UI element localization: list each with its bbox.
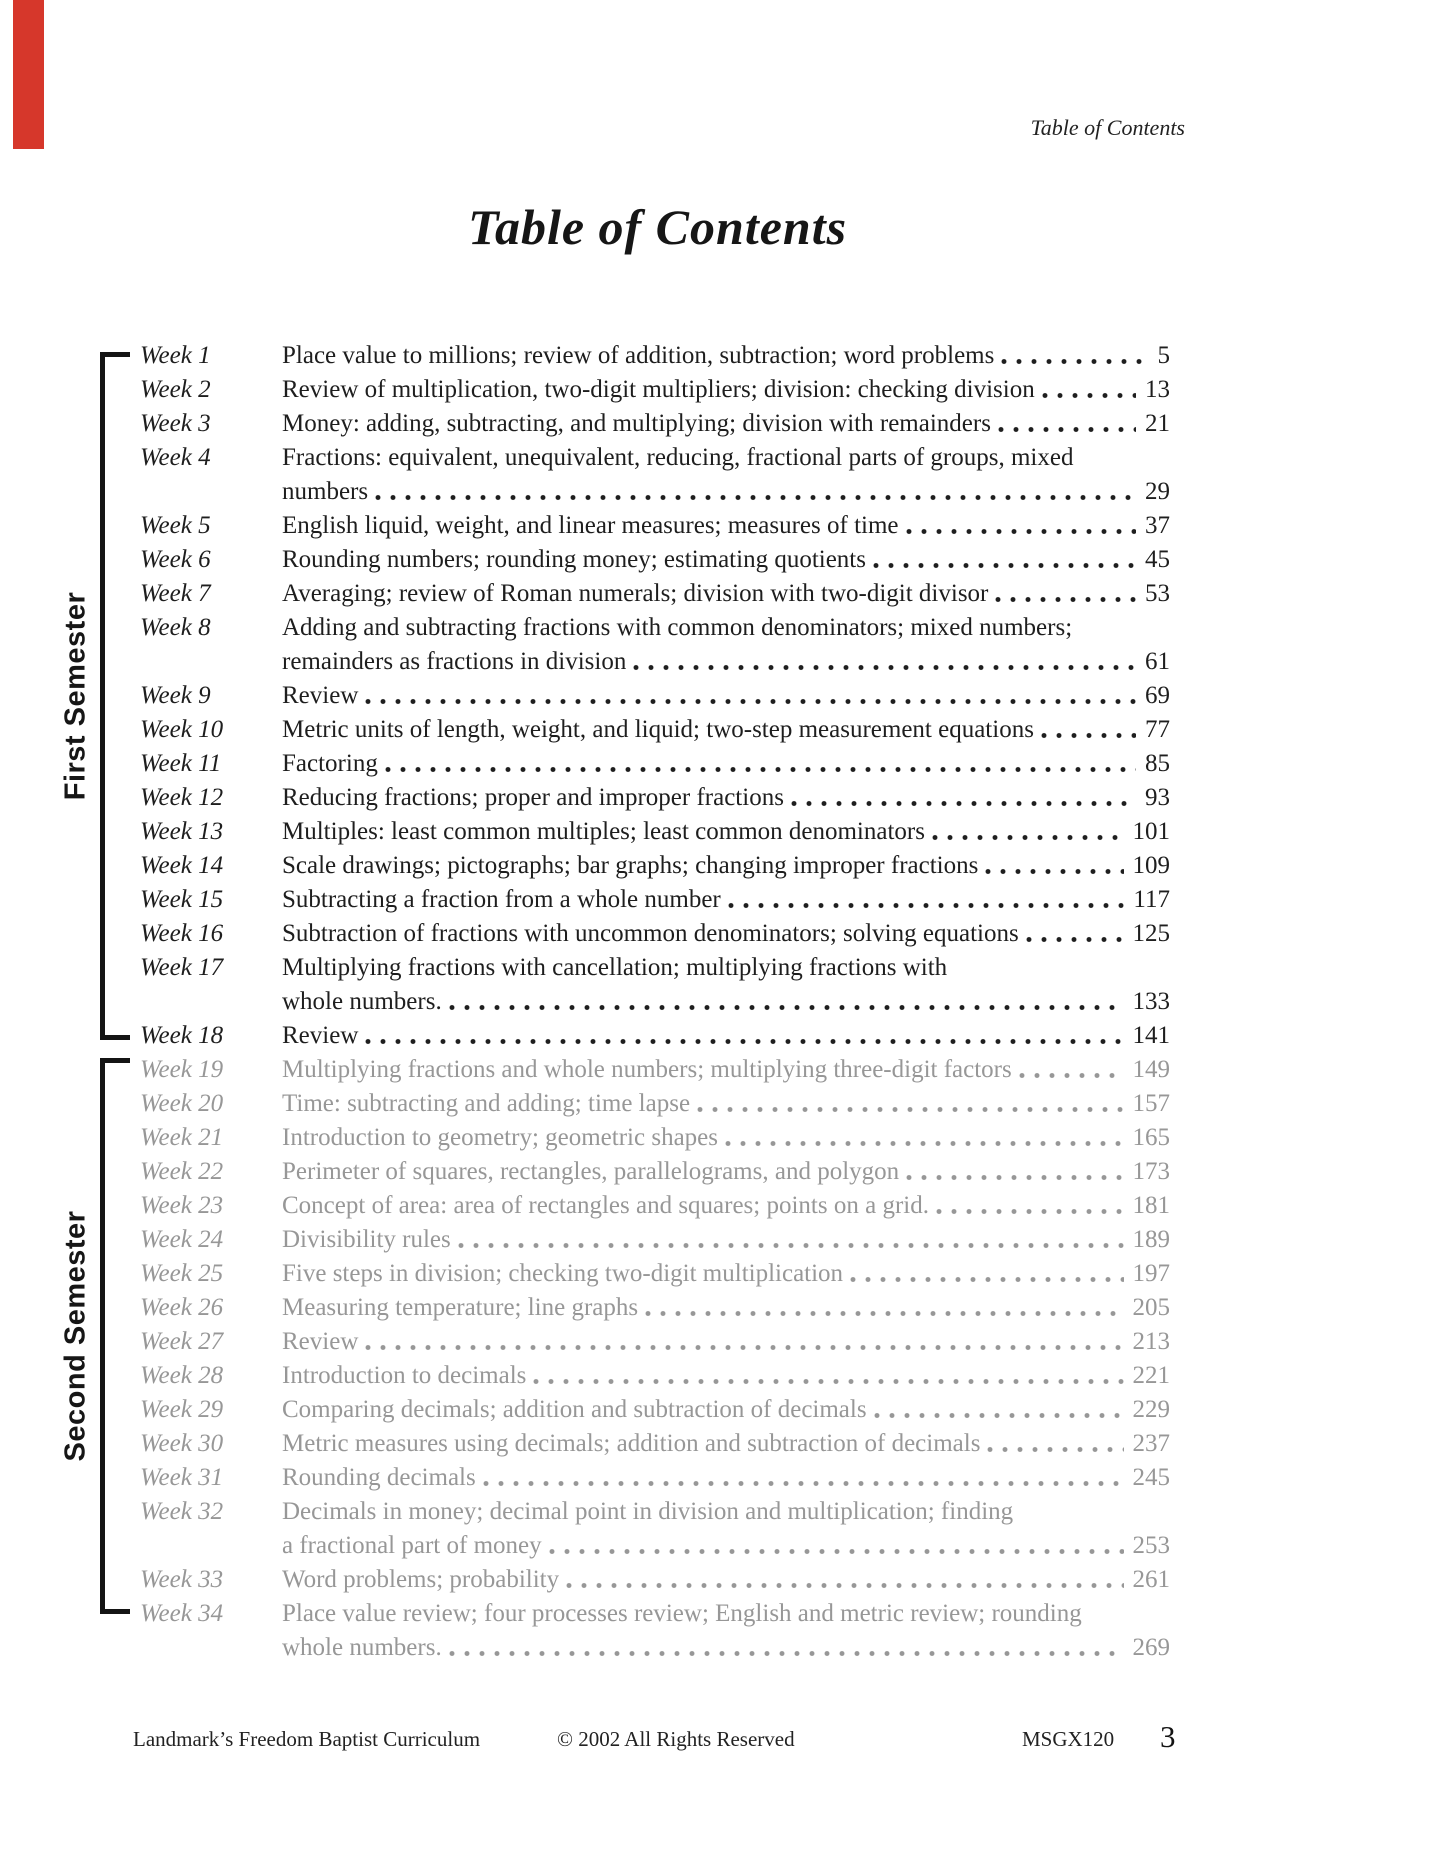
toc-row <box>140 815 1170 849</box>
toc-row <box>140 1189 1170 1223</box>
dot-leader <box>728 901 1125 910</box>
dot-leader <box>987 1445 1123 1454</box>
week-label: Week 21 <box>140 1124 224 1151</box>
toc-row <box>140 1291 1170 1325</box>
week-label: Week 34 <box>140 1600 224 1627</box>
dot-leader <box>1041 731 1136 740</box>
page-number: 173 <box>1132 1158 1170 1185</box>
toc-row <box>140 543 1170 577</box>
footer-copyright: © 2002 All Rights Reserved <box>557 1727 795 1751</box>
week-label: Week 31 <box>140 1464 224 1491</box>
bracket-tick <box>100 1058 130 1063</box>
entry-text: Averaging; review of Roman numerals; division with two-digit divisor <box>282 580 989 607</box>
entry-text: Introduction to decimals <box>282 1362 527 1389</box>
entry-text: Word problems; probability <box>282 1566 560 1593</box>
entry-text: Time: subtracting and adding; time lapse <box>282 1090 691 1117</box>
page-number: 269 <box>1132 1634 1170 1661</box>
week-label: Week 17 <box>140 954 224 981</box>
page-number: 197 <box>1132 1260 1170 1287</box>
page-number: 261 <box>1132 1566 1170 1593</box>
page-number: 165 <box>1132 1124 1170 1151</box>
week-label: Week 1 <box>140 342 211 369</box>
red-edge-mark <box>13 0 44 149</box>
page-number: 213 <box>1132 1328 1170 1355</box>
toc-row <box>140 1563 1170 1597</box>
toc-row <box>140 679 1170 713</box>
dot-leader <box>932 833 1124 842</box>
week-label: Week 30 <box>140 1430 224 1457</box>
page-number: 37 <box>1145 512 1170 539</box>
week-label: Week 28 <box>140 1362 224 1389</box>
page-number: 141 <box>1132 1022 1170 1049</box>
dot-leader <box>365 1037 1123 1046</box>
toc-row <box>140 1155 1170 1189</box>
entry-text: English liquid, weight, and linear measures; measures of time <box>282 512 899 539</box>
dot-leader <box>985 867 1123 876</box>
week-label: Week 23 <box>140 1192 224 1219</box>
entry-text: Review <box>282 1022 359 1049</box>
dot-leader <box>449 1649 1124 1658</box>
page-number: 13 <box>1145 376 1170 403</box>
page-number: 21 <box>1145 410 1170 437</box>
toc-row <box>140 1597 1170 1631</box>
week-label: Week 32 <box>140 1498 224 1525</box>
toc-row <box>140 1121 1170 1155</box>
week-label: Week 24 <box>140 1226 224 1253</box>
toc-row <box>140 1495 1170 1529</box>
dot-leader <box>850 1275 1123 1284</box>
entry-text: Place value review; four processes review; English and metric review; rounding <box>282 1600 1082 1627</box>
entry-text: Rounding decimals <box>282 1464 476 1491</box>
footer-publisher: Landmark’s Freedom Baptist Curriculum <box>133 1727 481 1751</box>
week-label: Week 4 <box>140 444 211 471</box>
entry-text: Reducing fractions; proper and improper fractions <box>282 784 784 811</box>
entry-text: Five steps in division; checking two-digit multiplication <box>282 1260 844 1287</box>
dot-leader <box>1042 391 1136 400</box>
week-label: Week 8 <box>140 614 211 641</box>
entry-text: numbers <box>282 478 369 505</box>
page-number: 101 <box>1132 818 1170 845</box>
dot-leader <box>791 799 1136 808</box>
week-label: Week 15 <box>140 886 224 913</box>
toc-row <box>140 1053 1170 1087</box>
dot-leader <box>1026 935 1124 944</box>
entry-text: Rounding numbers; rounding money; estimating quotients <box>282 546 866 573</box>
week-label: Week 16 <box>140 920 224 947</box>
page-number: 181 <box>1132 1192 1170 1219</box>
week-label: Week 2 <box>140 376 211 403</box>
dot-leader <box>906 1173 1123 1182</box>
page-number: 149 <box>1132 1056 1170 1083</box>
entry-text: Factoring <box>282 750 378 777</box>
toc-row <box>140 883 1170 917</box>
entry-text: Measuring temperature; line graphs <box>282 1294 639 1321</box>
week-label: Week 25 <box>140 1260 224 1287</box>
dot-leader <box>633 663 1136 672</box>
entry-text: Multiplying fractions with cancellation; multiplying fractions with <box>282 954 948 981</box>
week-label: Week 14 <box>140 852 224 879</box>
toc-row <box>140 849 1170 883</box>
dot-leader <box>1019 1071 1124 1080</box>
second-semester-bracket <box>100 1058 105 1614</box>
page-number: 189 <box>1132 1226 1170 1253</box>
entry-text: Review <box>282 1328 359 1355</box>
page-number: 77 <box>1145 716 1170 743</box>
page-number: 157 <box>1132 1090 1170 1117</box>
entry-text: Subtracting a fraction from a whole number <box>282 886 721 913</box>
page-number: 29 <box>1145 478 1170 505</box>
entry-text: Money: adding, subtracting, and multiplying; division with remainders <box>282 410 991 437</box>
entry-text: whole numbers. <box>282 1634 442 1661</box>
dot-leader <box>697 1105 1123 1114</box>
entry-text: Review of multiplication, two-digit multipliers; division: checking division <box>282 376 1035 403</box>
dot-leader <box>645 1309 1123 1318</box>
toc-row <box>140 1529 1170 1563</box>
entry-text: Divisibility rules <box>282 1226 451 1253</box>
entry-text: Concept of area: area of rectangles and squares; points on a grid. <box>282 1192 929 1219</box>
week-label: Week 18 <box>140 1022 224 1049</box>
page-number: 69 <box>1145 682 1170 709</box>
entry-text: Multiplying fractions and whole numbers; multiplying three-digit factors <box>282 1056 1012 1083</box>
footer-page-number: 3 <box>1160 1719 1176 1754</box>
dot-leader <box>906 527 1136 536</box>
week-label: Week 26 <box>140 1294 224 1321</box>
entry-text: remainders as fractions in division <box>282 648 627 675</box>
bracket-tick <box>100 1035 130 1040</box>
entry-text: Metric measures using decimals; addition and subtraction of decimals <box>282 1430 981 1457</box>
entry-text: a fractional part of money <box>282 1532 542 1559</box>
toc-row <box>140 645 1170 679</box>
toc-row <box>140 1427 1170 1461</box>
toc-row <box>140 951 1170 985</box>
week-label: Week 19 <box>140 1056 224 1083</box>
dot-leader <box>483 1479 1124 1488</box>
toc-row <box>140 1631 1170 1665</box>
entry-text: Place value to millions; review of addition, subtraction; word problems <box>282 342 995 369</box>
dot-leader <box>995 595 1136 604</box>
page-number: 125 <box>1132 920 1170 947</box>
toc-row <box>140 577 1170 611</box>
dot-leader <box>365 1343 1123 1352</box>
dot-leader <box>998 425 1136 434</box>
entry-text: Scale drawings; pictographs; bar graphs; changing improper fractions <box>282 852 979 879</box>
footer-product-code: MSGX120 <box>1022 1727 1115 1751</box>
week-label: Week 3 <box>140 410 211 437</box>
toc-row <box>140 1223 1170 1257</box>
dot-leader <box>365 697 1136 706</box>
toc-row <box>140 985 1170 1019</box>
dot-leader <box>936 1207 1124 1216</box>
toc-row <box>140 781 1170 815</box>
dot-leader <box>725 1139 1124 1148</box>
week-label: Week 11 <box>140 750 222 777</box>
toc-row <box>140 1325 1170 1359</box>
week-label: Week 20 <box>140 1090 224 1117</box>
page-number: 253 <box>1132 1532 1170 1559</box>
page-number: 133 <box>1132 988 1170 1015</box>
entry-text: Review <box>282 682 359 709</box>
toc-row <box>140 1393 1170 1427</box>
week-label: Week 29 <box>140 1396 224 1423</box>
dot-leader <box>385 765 1136 774</box>
entry-text: Perimeter of squares, rectangles, parallelograms, and polygon <box>282 1158 900 1185</box>
week-label: Week 9 <box>140 682 211 709</box>
bracket-tick <box>100 352 130 357</box>
page-number: 93 <box>1145 784 1170 811</box>
entry-text: Fractions: equivalent, unequivalent, reducing, fractional parts of groups, mixed <box>282 444 1074 471</box>
toc-row <box>140 1359 1170 1393</box>
second-semester-label: Second Semester <box>59 1210 92 1462</box>
dot-leader <box>566 1581 1123 1590</box>
week-label: Week 22 <box>140 1158 224 1185</box>
dot-leader <box>1001 357 1148 366</box>
toc-row <box>140 1461 1170 1495</box>
toc-row <box>140 917 1170 951</box>
week-label: Week 12 <box>140 784 224 811</box>
toc-row <box>140 1019 1170 1053</box>
dot-leader <box>375 493 1136 502</box>
page-number: 53 <box>1145 580 1170 607</box>
week-label: Week 7 <box>140 580 211 607</box>
dot-leader <box>458 1241 1124 1250</box>
entry-text: whole numbers. <box>282 988 442 1015</box>
page-number: 205 <box>1132 1294 1170 1321</box>
dot-leader <box>449 1003 1124 1012</box>
dot-leader <box>549 1547 1124 1556</box>
first-semester-label: First Semester <box>59 591 92 801</box>
page-number: 5 <box>1157 342 1170 369</box>
toc-row <box>140 747 1170 781</box>
page-number: 117 <box>1133 886 1170 913</box>
page-number: 109 <box>1132 852 1170 879</box>
running-header: Table of Contents <box>1030 115 1185 140</box>
toc-row <box>140 1087 1170 1121</box>
page-number: 221 <box>1132 1362 1170 1389</box>
toc-row <box>140 509 1170 543</box>
week-label: Week 5 <box>140 512 211 539</box>
toc-row <box>140 611 1170 645</box>
entry-text: Introduction to geometry; geometric shapes <box>282 1124 718 1151</box>
entry-text: Decimals in money; decimal point in division and multiplication; finding <box>282 1498 1014 1525</box>
week-label: Week 10 <box>140 716 224 743</box>
dot-leader <box>873 561 1136 570</box>
page-number: 85 <box>1145 750 1170 777</box>
dot-leader <box>874 1411 1124 1420</box>
toc-row <box>140 407 1170 441</box>
week-label: Week 27 <box>140 1328 224 1355</box>
entry-text: Metric units of length, weight, and liquid; two-step measurement equations <box>282 716 1034 743</box>
page-title: Table of Contents <box>468 199 848 255</box>
toc-row <box>140 475 1170 509</box>
page-number: 237 <box>1132 1430 1170 1457</box>
bracket-tick <box>100 1609 130 1614</box>
week-label: Week 33 <box>140 1566 224 1593</box>
page-number: 229 <box>1132 1396 1170 1423</box>
page-number: 245 <box>1132 1464 1170 1491</box>
entry-text: Multiples: least common multiples; least common denominators <box>282 818 925 845</box>
page-number: 61 <box>1145 648 1170 675</box>
toc-row <box>140 441 1170 475</box>
week-label: Week 6 <box>140 546 211 573</box>
page-number: 45 <box>1145 546 1170 573</box>
dot-leader <box>533 1377 1123 1386</box>
week-label: Week 13 <box>140 818 224 845</box>
toc-row <box>140 339 1170 373</box>
toc-row <box>140 1257 1170 1291</box>
toc-row <box>140 713 1170 747</box>
entry-text: Adding and subtracting fractions with common denominators; mixed numbers; <box>282 614 1073 641</box>
entry-text: Subtraction of fractions with uncommon denominators; solving equations <box>282 920 1019 947</box>
first-semester-bracket <box>100 352 105 1040</box>
entry-text: Comparing decimals; addition and subtraction of decimals <box>282 1396 867 1423</box>
toc-row <box>140 373 1170 407</box>
toc-list <box>140 339 1170 1665</box>
